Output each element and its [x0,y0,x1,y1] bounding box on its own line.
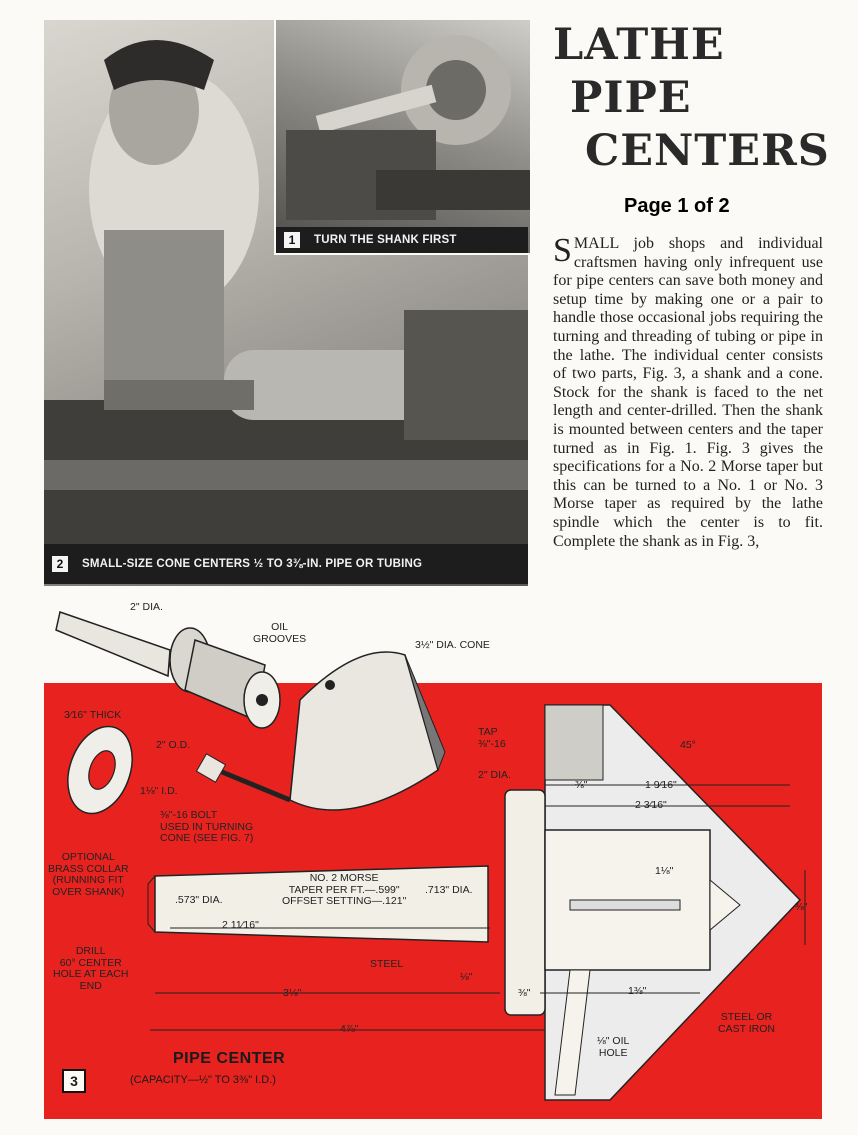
label-steel: STEEL [370,958,404,970]
label-45-degrees: 45° [680,739,696,751]
fig2-number: 2 [52,556,68,572]
title-line-2: PIPE [570,73,692,123]
label-d-3-8: ⅜" [575,779,588,791]
label-len-4-7-8: 4⅞" [340,1023,359,1035]
fig3-title: PIPE CENTER [173,1050,286,1067]
label-od: 2" O.D. [156,739,191,751]
label-dia-573: .573" DIA. [175,894,223,906]
page-label: Page 1 of 2 [624,195,730,217]
article-body-text: MALL job shops and individual craftsmen having only infrequent use for pipe centers can save both money and setup time by making one or a pair to handle those occasional jobs requiring the turning and threading of tubing or pipe in the lathe. The individual center consists of two parts, Fig. 3, a shank and a cone. Stock for the shank is faced to the net length and center-drilled. Then the shank is mounted between centers and the taper turned as in Fig. 1. Fig. 3 gives the specifications for a No. 2 Morse taper but this can be turned to a No. 1 or No. 3 Morse taper as required by the lathe spindle which the center is to fit. Complete the shank as in Fig. 3, [553,235,823,550]
label-len-1-3-8: 1⅜" [628,985,647,997]
drop-cap: S [553,232,572,269]
label-d-2-3-16: 2 3⁄16" [635,799,667,811]
cross-section-drawing [505,705,800,1100]
label-tap: TAP ⅜"-16 [478,726,506,750]
label-d-1-1-8: 1⅛" [655,865,674,877]
fig1-caption-text: TURN THE SHANK FIRST [314,234,457,246]
label-d-1-8: ⅛" [460,971,473,983]
label-dia-2-mid: 2" DIA. [478,769,511,781]
label-len-3-1-8: 3⅛" [283,987,302,999]
label-dia-2-top: 2" DIA. [130,601,163,613]
label-id: 1⅛" I.D. [140,785,178,797]
label-oil-grooves: OIL GROOVES [253,621,307,645]
cone-iso-drawing [290,652,445,810]
label-collar: OPTIONAL BRASS COLLAR (RUNNING FIT OVER SHANK) [48,851,129,898]
label-d-3-8-right: ⅜" [795,901,808,913]
bolt-drawing [196,754,290,800]
title-line-1: LATHE [553,20,725,70]
label-len-3-8-b: ⅜" [518,987,531,999]
label-steel-or-iron: STEEL OR CAST IRON [718,1011,775,1035]
label-drill-center: DRILL 60° CENTER HOLE AT EACH END [53,945,129,992]
label-dia-713: .713" DIA. [425,884,473,896]
label-len-2-11-16: 2 11⁄16" [222,919,259,931]
label-oil-hole: ⅛" OIL HOLE [597,1035,630,1059]
label-thick: 3⁄16" THICK [64,709,122,721]
collar-washer-drawing [56,717,143,822]
label-cone: 3½" DIA. CONE [415,639,490,651]
fig3-subtitle: (CAPACITY—½" TO 3⅜" I.D.) [130,1074,276,1086]
label-bolt: ⅜"-16 BOLT USED IN TURNING CONE (SEE FIG. 7) [160,809,254,844]
fig2-caption-text: SMALL-SIZE CONE CENTERS ½ TO 3⅜-IN. PIPE OR TUBING [82,558,423,570]
fig1-number: 1 [284,232,300,248]
label-morse-taper: NO. 2 MORSE TAPER PER FT.—.599" OFFSET SETTING—.121" [282,872,407,907]
title-line-3: CENTERS [585,126,830,176]
fig3-number: 3 [62,1069,86,1093]
label-d-1-9-16: 1 9⁄16" [645,779,677,791]
